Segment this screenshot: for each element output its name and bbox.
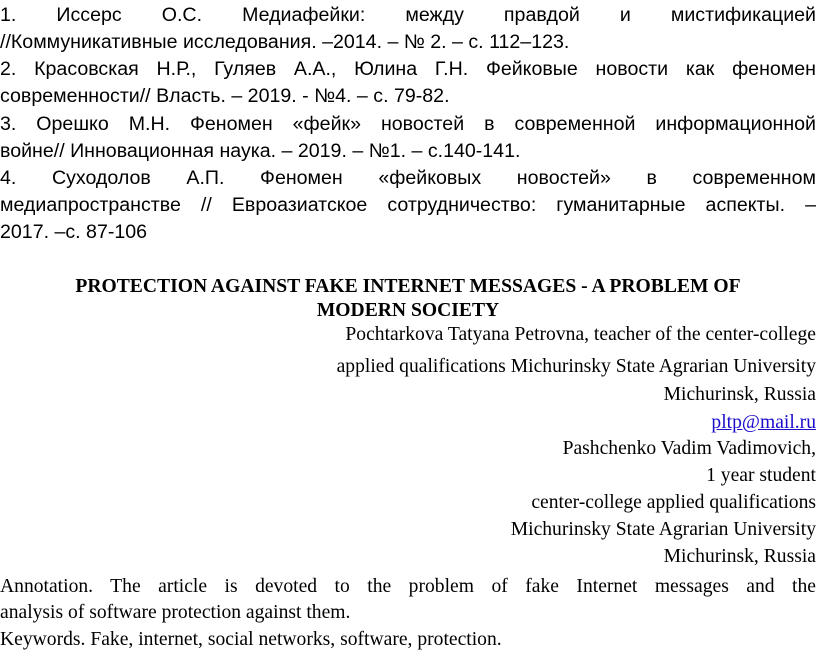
reference-2-line-1: 2. Красовская Н.Р., Гуляев А.А., Юлина Г.Н. Фейковые новости как феномен [0, 58, 816, 80]
article-title-line-2: MODERN SOCIETY [316, 300, 500, 321]
reference-3-line-1: 3. Орешко М.Н. Феномен «фейк» новостей в современной информационной [0, 113, 816, 135]
reference-4-line-1: 4. Суходолов А.П. Феномен «фейковых новостей» в современном [0, 167, 816, 189]
reference-1-line-2: //Коммуникативные исследования. –2014. – № 2. – с. 112–123. [0, 31, 570, 53]
author-2-name: Pashchenko Vadim Vadimovich, [562, 438, 816, 459]
author-1-name: Pochtarkova Tatyana Petrovna, teacher of the center-college [345, 324, 816, 345]
author-2-affiliation-line-2: Michurinsky State Agrarian University [510, 519, 816, 540]
author-1-email-row [0, 411, 816, 435]
reference-1-line-1: 1. Иссерс О.С. Медиафейки: между правдой и мистификацией [0, 4, 816, 26]
annotation-line-1: Annotation. The article is devoted to the problem of fake Internet messages and the [0, 576, 816, 597]
author-2-affiliation-line-1: center-college applied qualifications [531, 492, 816, 513]
reference-2-line-2: современности// Власть. – 2019. - №4. – с. 79-82. [0, 85, 450, 107]
reference-4-line-3: 2017. –с. 87-106 [0, 221, 148, 243]
author-1-location: Michurinsk, Russia [663, 384, 816, 405]
annotation-line-2: analysis of software protection against them. [0, 602, 351, 623]
author-2-location: Michurinsk, Russia [663, 546, 816, 567]
author-1-affiliation: applied qualifications Michurinsky State Agrarian University [336, 356, 816, 377]
author-1-email-link[interactable]: pltp@mail.ru [711, 412, 816, 433]
author-2-position: 1 year student [706, 465, 816, 486]
keywords-line: Keywords. Fake, internet, social networks, software, protection. [0, 629, 502, 650]
reference-4-line-2: медиапространстве // Евроазиатское сотрудничество: гуманитарные аспекты. – [0, 194, 816, 216]
reference-3-line-2: войне// Инновационная наука. – 2019. – №1. – с.140-141. [0, 140, 521, 162]
article-title-line-1: PROTECTION AGAINST FAKE INTERNET MESSAGES - A PROBLEM OF [75, 276, 741, 297]
